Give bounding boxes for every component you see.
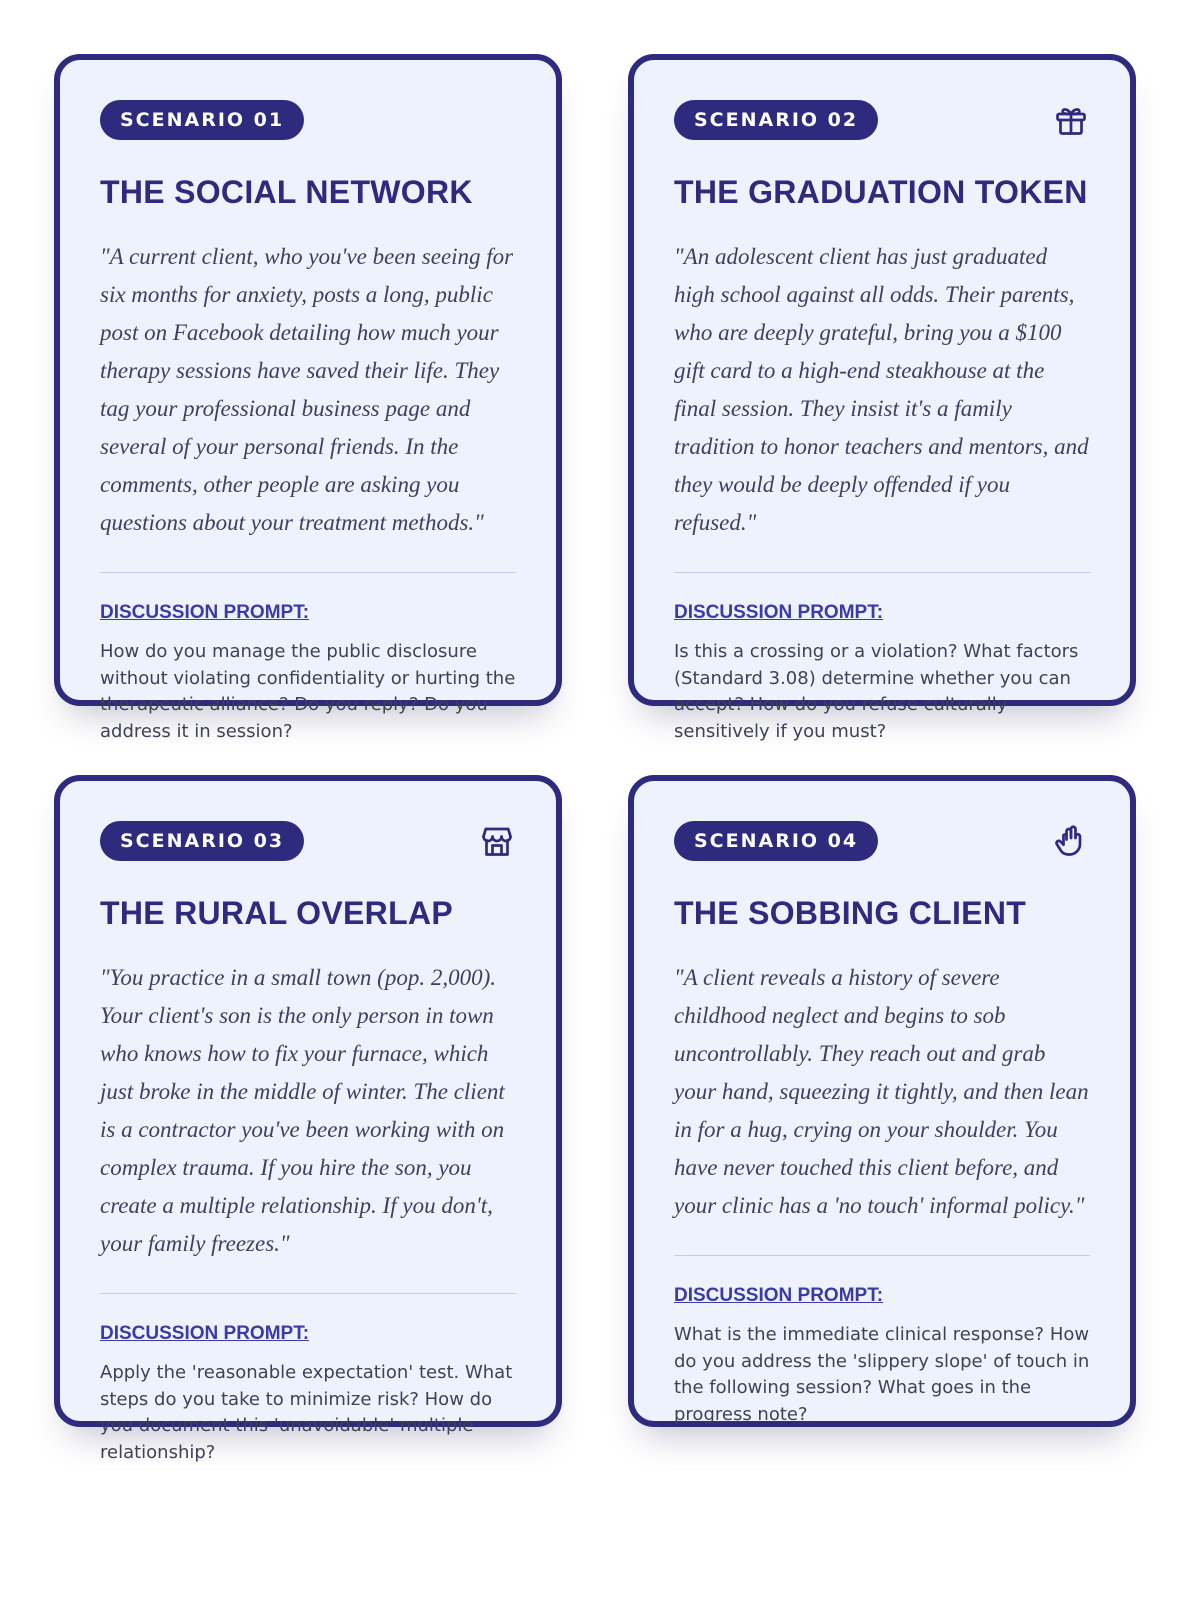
divider	[674, 572, 1090, 573]
scenario-badge: SCENARIO 01	[100, 100, 304, 140]
scenario-quote: "A client reveals a history of severe childhood neglect and begins to sob uncontrollably. They reach out and grab your hand, squeezing it tightly, and then lean in for a hug, crying on your shoulder. You have never touched this client before, and your clinic has a 'no touch' informal policy."	[674, 965, 1089, 1218]
gift-icon	[1052, 101, 1090, 139]
scenario-card-02	[628, 54, 1136, 742]
discussion-prompt-label: DISCUSSION PROMPT:	[100, 602, 310, 623]
scenario-quote: "You practice in a small town (pop. 2,000). Your client's son is the only person in town who knows how to fix your furnace, which just broke in the middle of winter. The client is a contractor you've been working with on complex trauma. If you hire the son, you create a multiple relationship. If you don't, your family freezes."	[100, 965, 505, 1256]
scenario-badge: SCENARIO 02	[674, 100, 878, 140]
discussion-prompt-text: What is the immediate clinical response? How do you address the 'slippery slope' of touch in the following session? What goes in the progress note?	[674, 1324, 1090, 1425]
divider	[674, 1255, 1090, 1256]
card-header	[100, 821, 516, 861]
store-icon	[478, 822, 516, 860]
scenario-title: THE SOBBING CLIENT	[674, 895, 1027, 931]
card-header	[674, 100, 1090, 140]
scenario-title: THE GRADUATION TOKEN	[674, 174, 1088, 210]
scenario-badge: SCENARIO 04	[674, 821, 878, 861]
discussion-prompt-label: DISCUSSION PROMPT:	[100, 1323, 310, 1344]
scenario-title: THE SOCIAL NETWORK	[100, 174, 473, 210]
discussion-prompt-text: Apply the 'reasonable expectation' test. What steps do you take to minimize risk? How do you document this 'unavoidable' multiple relationship?	[100, 1362, 513, 1463]
divider	[100, 572, 516, 573]
scenario-quote: "An adolescent client has just graduated high school against all odds. Their parents, who are deeply grateful, bring you a $100 gift card to a high-end steakhouse at the final session. They insist it's a family tradition to honor teachers and mentors, and they would be deeply offended if you refused."	[674, 244, 1089, 535]
discussion-prompt-text: How do you manage the public disclosure without violating confidentiality or hurting the therapeutic alliance? Do you reply? Do you address it in session?	[100, 641, 516, 742]
hand-icon	[1052, 822, 1090, 860]
scenario-badge: SCENARIO 03	[100, 821, 304, 861]
scenario-card-04	[628, 775, 1136, 1427]
discussion-prompt-label: DISCUSSION PROMPT:	[674, 1285, 884, 1306]
scenario-quote: "A current client, who you've been seeing for six months for anxiety, posts a long, public post on Facebook detailing how much your therapy sessions have saved their life. They tag your professional business page and several of your personal friends. In the comments, other people are asking you questions about your treatment methods."	[100, 244, 514, 535]
scenario-title: THE RURAL OVERLAP	[100, 895, 453, 931]
card-header	[100, 100, 516, 140]
scenario-card-01	[54, 54, 562, 742]
scenario-card-03	[54, 775, 562, 1463]
divider	[100, 1293, 516, 1294]
card-header	[674, 821, 1090, 861]
discussion-prompt-label: DISCUSSION PROMPT:	[674, 602, 884, 623]
discussion-prompt-text: Is this a crossing or a violation? What factors (Standard 3.08) determine whether you can accept? How do you refuse culturally sensitively if you must?	[674, 641, 1079, 742]
